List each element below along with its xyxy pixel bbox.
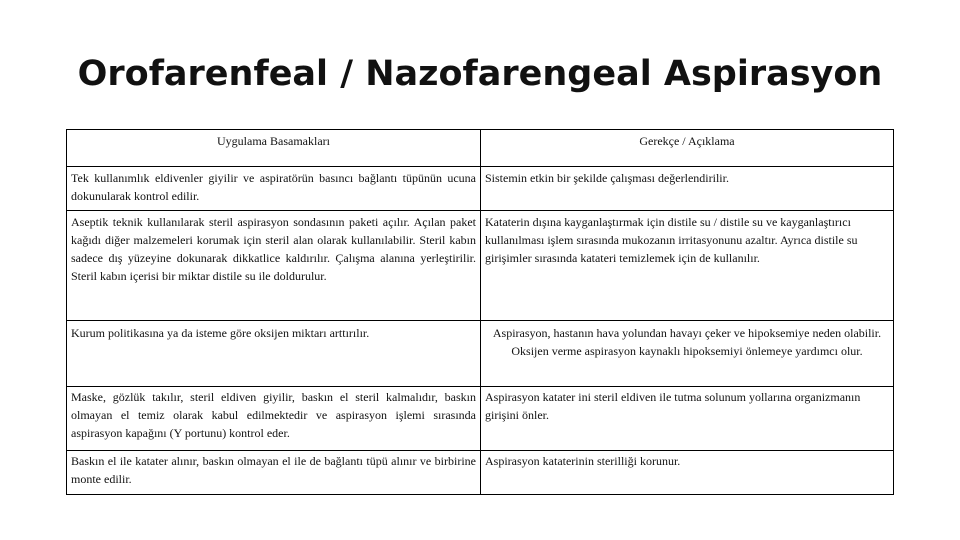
table-row [67,321,894,387]
step-cell: Baskın el ile katater alınır, baskın olmayan el ile de bağlantı tüpü alınır ve birbirine monte edilir. [67,451,481,495]
table-header-row [67,130,894,167]
reason-cell: Kataterin dışına kayganlaştırmak için distile su / distile su ve kayganlaştırıcı kullanılması işlem sırasında mukozanın irritasyonunu azaltır. Ayrıca distile su girişimler sırasında katateri temizlemek için de kullanılır. [481,211,894,321]
table-row [67,167,894,211]
step-cell: Maske, gözlük takılır, steril eldiven giyilir, baskın el steril kalmalıdır, baskın olmayan el temiz olarak kabul edilmektedir ve aspirasyon işlemi sırasında aspirasyon kapağını (Y portunu) kontrol eder. [67,387,481,451]
table-row [67,211,894,321]
step-cell: Aseptik teknik kullanılarak steril aspirasyon sondasının paketi açılır. Açılan paket kağıdı diğer malzemeleri korumak için steril alan olarak kullanılabilir. Steril kabın sadece dış yüzeyine dokunarak dikkatlice kaldırılır. Çalışma alanına yerleştirilir. Steril kabın içerisi bir miktar distile su ile doldurulur. [67,211,481,321]
step-cell: Tek kullanımlık eldivenler giyilir ve aspiratörün basıncı bağlantı tüpünün ucuna dokunularak kontrol edilir. [67,167,481,211]
reason-cell: Aspirasyon katater ini steril eldiven ile tutma solunum yollarına organizmanın girişini önler. [481,387,894,451]
reason-cell: Sistemin etkin bir şekilde çalışması değerlendirilir. [481,167,894,211]
table-row [67,451,894,495]
page-title: Orofarenfeal / Nazofarengeal Aspirasyon [77,54,883,94]
reason-cell: Aspirasyon, hastanın hava yolundan havayı çeker ve hipoksemiye neden olabilir. Oksijen verme aspirasyon kaynaklı hipoksemiyi önlemeye yardımcı olur. [481,321,894,387]
header-steps: Uygulama Basamakları [67,130,481,167]
table-row [67,387,894,451]
header-reason: Gerekçe / Açıklama [481,130,894,167]
step-cell: Kurum politikasına ya da isteme göre oksijen miktarı arttırılır. [67,321,481,387]
reason-cell: Aspirasyon kataterinin sterilliği korunur. [481,451,894,495]
procedure-table [66,129,894,495]
